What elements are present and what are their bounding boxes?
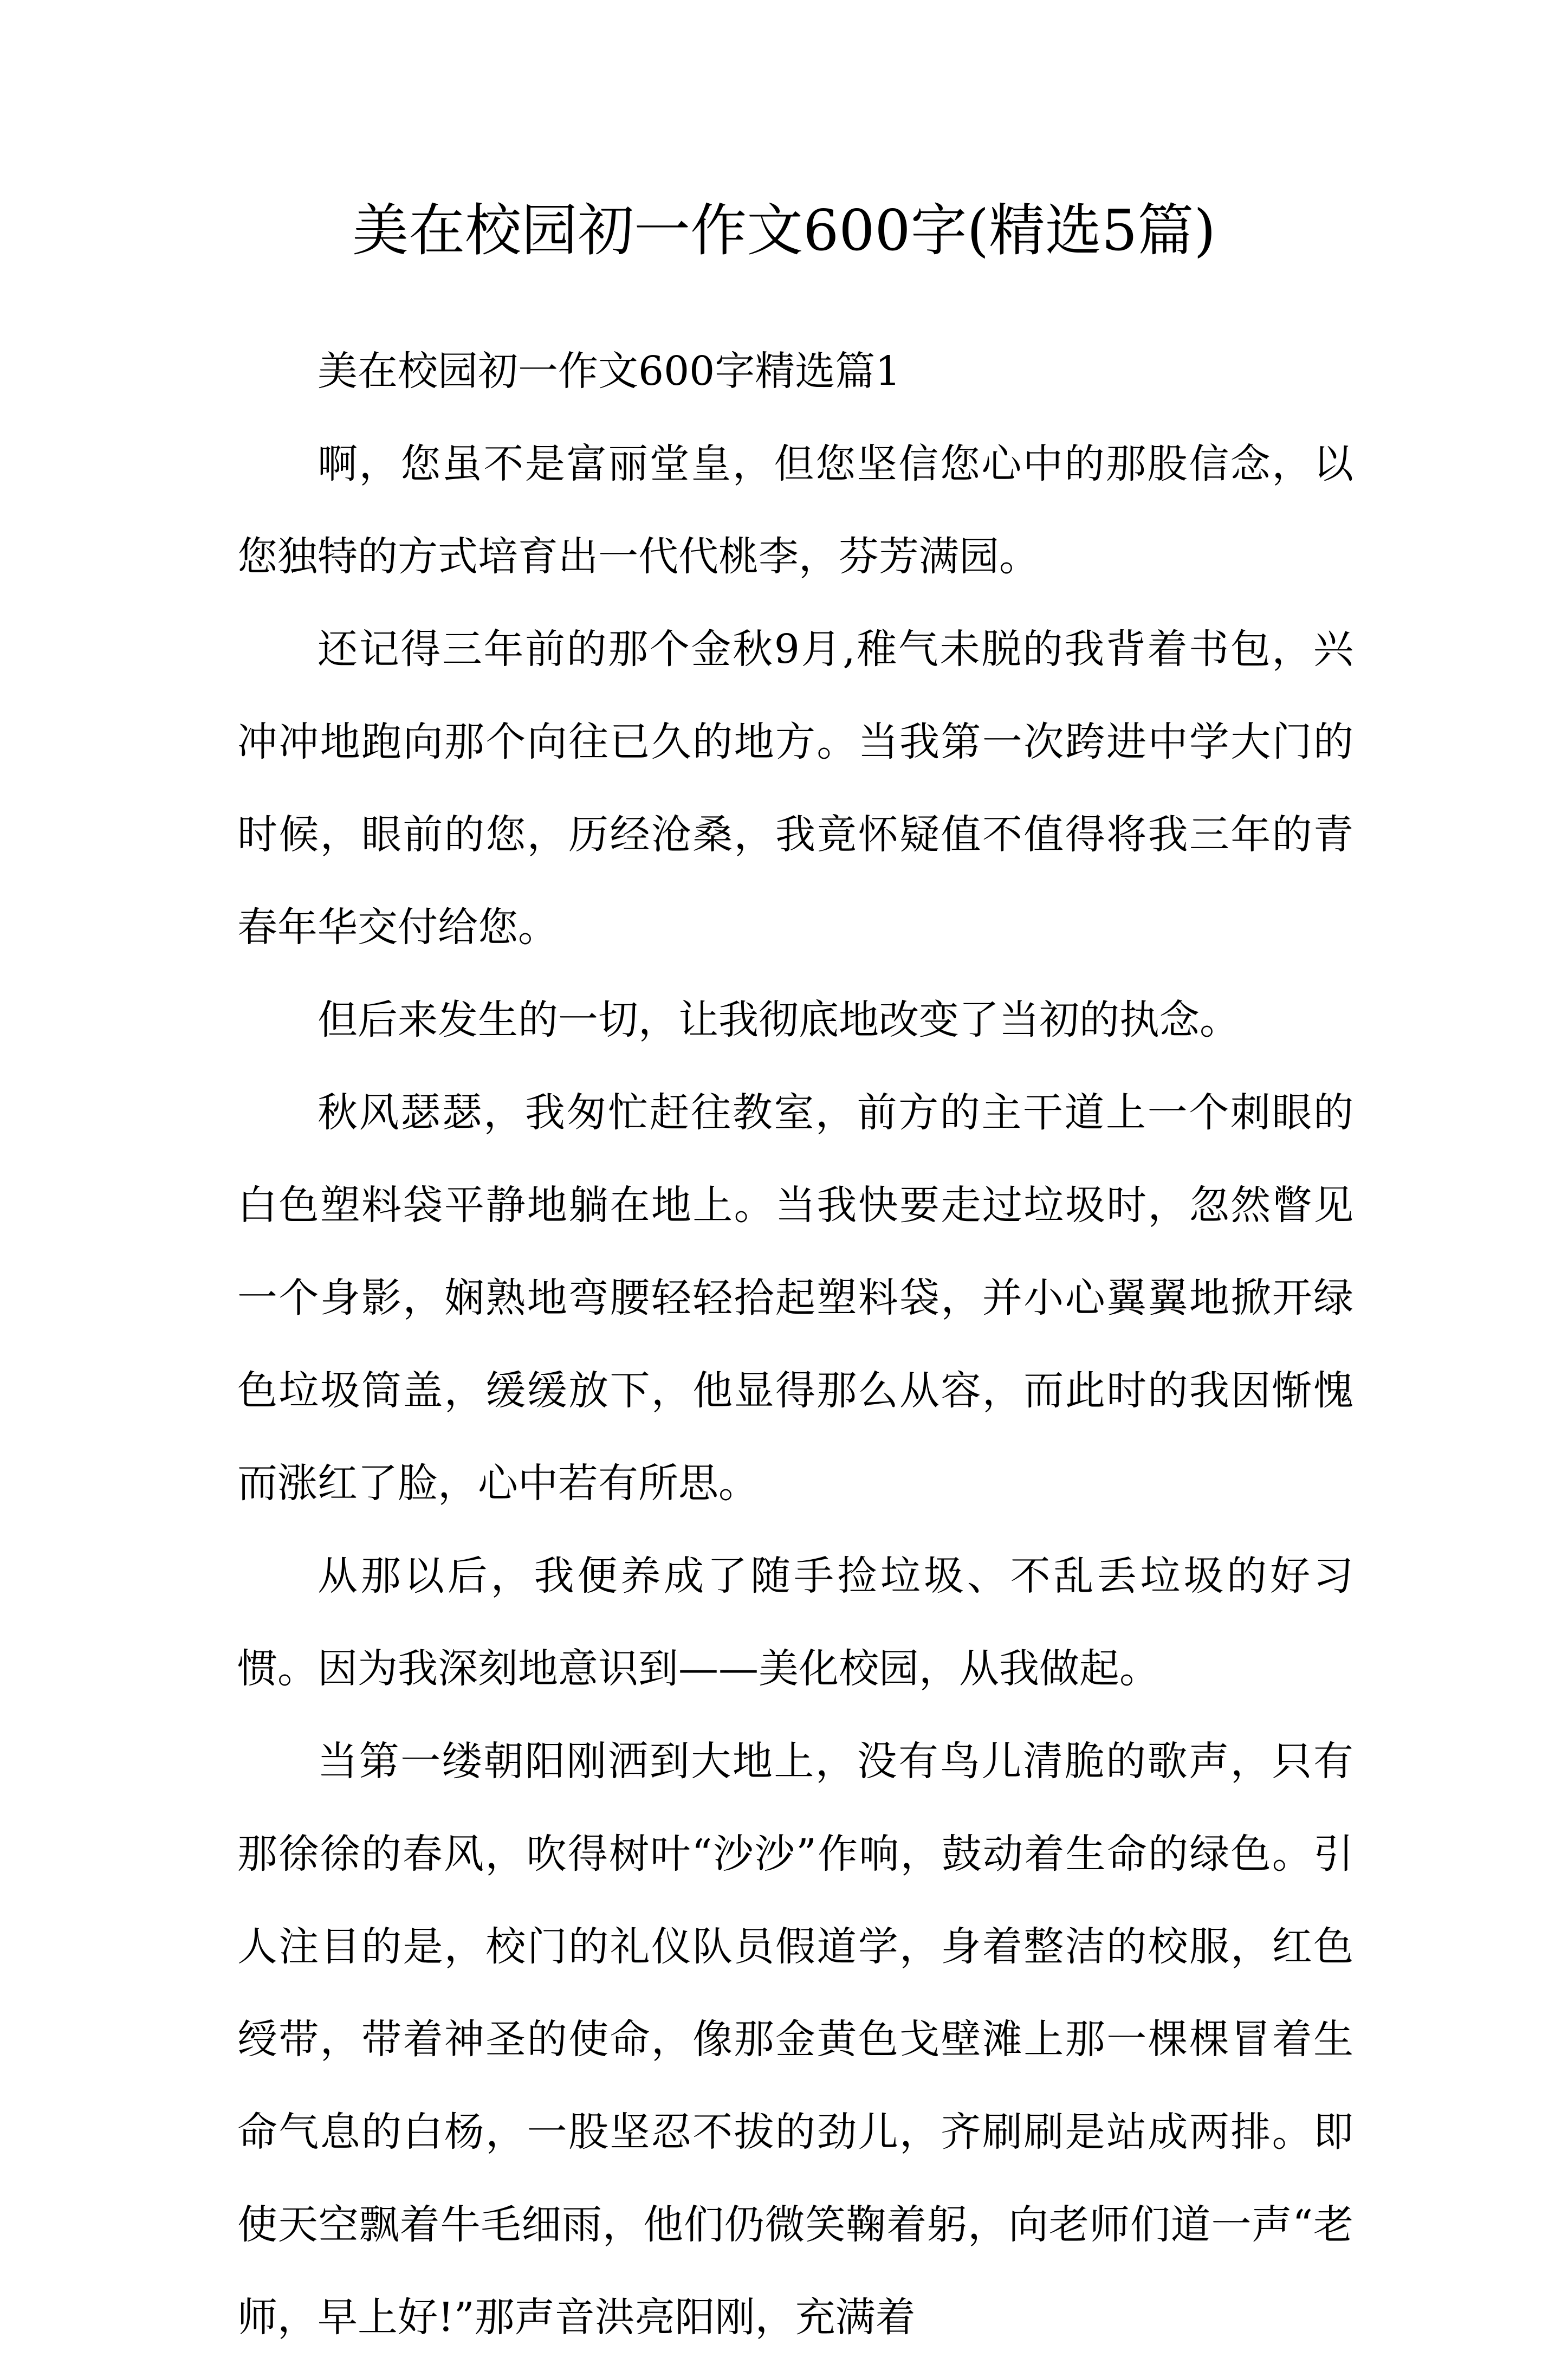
paragraph: 当第一缕朝阳刚洒到大地上，没有鸟儿清脆的歌声，只有那徐徐的春风，吹得树叶“沙沙”作响，鼓动着生命的绿色。引人注目的是，校门的礼仪队员假道学，身着整洁的校服，红色绶带，带着神圣的使命，像那金黄色戈壁滩上那一棵棵冒着生命气息的白杨，一股坚忍不拔的劲儿，齐刷刷是站成两排。即使天空飘着牛毛细雨，他们仍微笑鞠着躬，向老师们道一声“老师，早上好!”那声音洪亮阳刚，充满着 [237, 1738, 1353, 2341]
paragraph: 秋风瑟瑟，我匆忙赶往教室，前方的主干道上一个刺眼的白色塑料袋平静地躺在地上。当我快要走过垃圾时，忽然瞥见一个身影，娴熟地弯腰轻轻拾起塑料袋，并小心翼翼地掀开绿色垃圾筒盖，缓缓放下，他显得那么从容，而此时的我因惭愧而涨红了脸，心中若有所思。 [237, 1089, 1353, 1507]
section-heading: 美在校园初一作文600字精选篇1 [318, 348, 901, 395]
document-body [237, 325, 1353, 2364]
document-title: 美在校园初一作文600字(精选5篇) [352, 197, 1216, 263]
paragraph: 啊，您虽不是富丽堂皇，但您坚信您心中的那股信念，以您独特的方式培育出一代代桃李，芬芳满园。 [237, 441, 1353, 580]
paragraph: 但后来发生的一切，让我彻底地改变了当初的执念。 [318, 997, 1240, 1043]
paragraph: 还记得三年前的那个金秋9月,稚气未脱的我背着书包，兴冲冲地跑向那个向往已久的地方。当我第一次跨进中学大门的时候，眼前的您，历经沧桑，我竟怀疑值不值得将我三年的青春年华交付给您。 [237, 626, 1353, 951]
paragraph: 从那以后，我便养成了随手捡垃圾、不乱丢垃圾的好习惯。因为我深刻地意识到——美化校园，从我做起。 [237, 1553, 1353, 1692]
